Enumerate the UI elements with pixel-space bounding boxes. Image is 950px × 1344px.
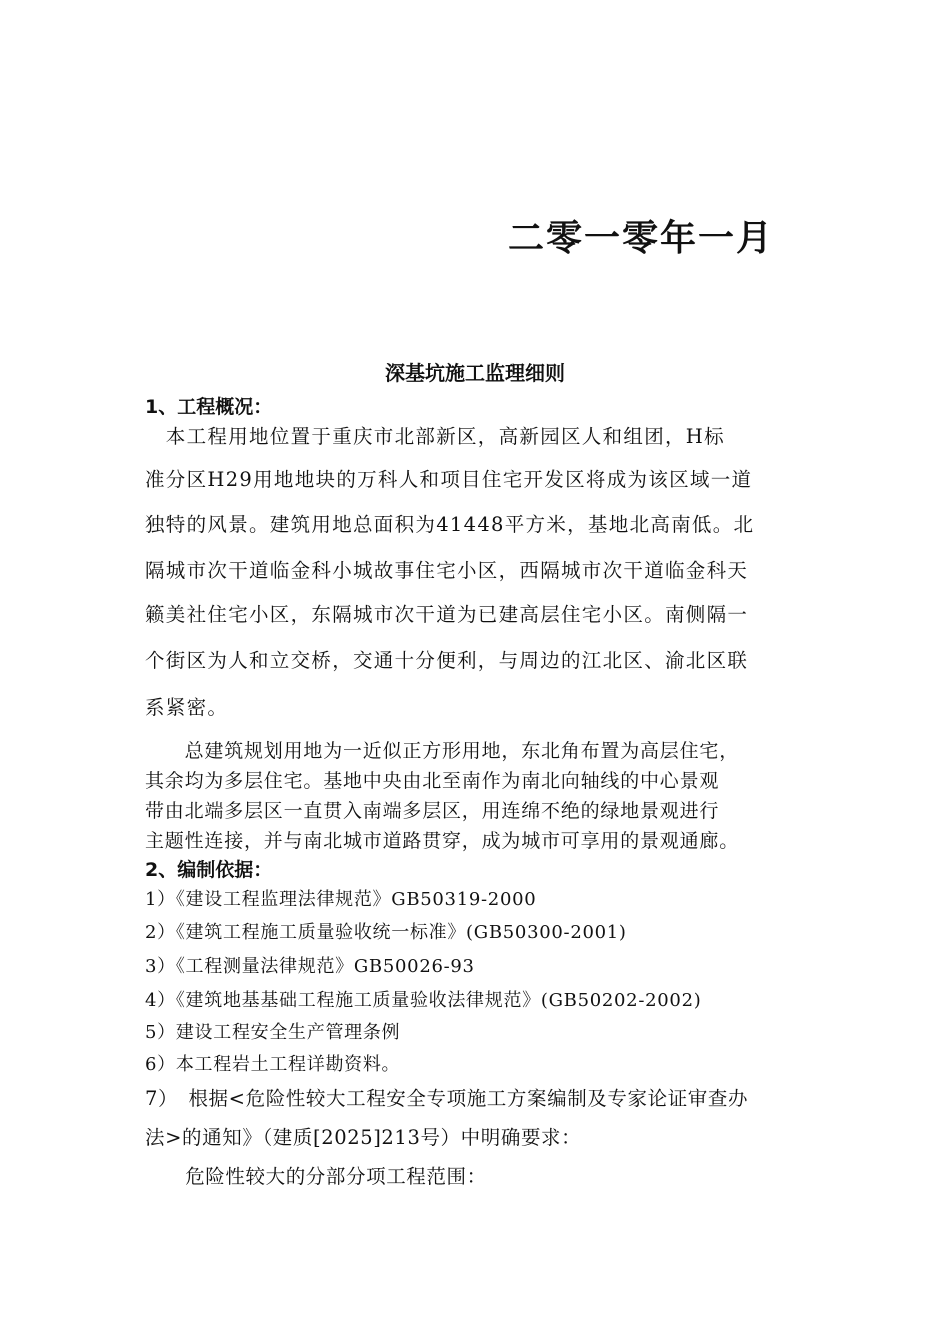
document-title: 深基坑施工监理细则 <box>385 361 565 385</box>
paragraph-line: 隔城市次干道临金科小城故事住宅小区，西隔城市次干道临金科天 <box>145 559 749 582</box>
scope-line: 危险性较大的分部分项工程范围： <box>145 1165 487 1188</box>
list-item: 5）建设工程安全生产管理条例 <box>145 1022 401 1043</box>
paragraph-line: 独特的风景。建筑用地总面积为41448平方米，基地北高南低。北 <box>145 513 755 536</box>
list-item: 7） 根据<危险性较大工程安全专项施工方案编制及专家论证审查办 <box>145 1087 749 1110</box>
list-item: 2）《建筑工程施工质量验收统一标准》(GB50300-2001) <box>145 922 627 943</box>
paragraph-line: 籁美社住宅小区，东隔城市次干道为已建高层住宅小区。南侧隔一 <box>145 603 749 626</box>
list-item: 4）《建筑地基基础工程施工质量验收法律规范》(GB50202-2002) <box>145 990 702 1011</box>
paragraph-line: 本工程用地位置于重庆市北部新区，高新园区人和组团，H标 <box>145 425 725 448</box>
list-item: 法>的通知》（建质[2025]213号）中明确要求： <box>145 1126 582 1149</box>
cover-date: 二零一零年一月 <box>508 218 775 259</box>
list-item: 1）《建设工程监理法律规范》GB50319-2000 <box>145 889 537 910</box>
paragraph-line: 准分区H29用地地块的万科人和项目住宅开发区将成为该区域一道 <box>145 468 753 491</box>
paragraph-line: 系紧密。 <box>145 696 229 719</box>
paragraph-line: 个街区为人和立交桥，交通十分便利，与周边的江北区、渝北区联 <box>145 649 749 672</box>
paragraph-line: 主题性连接，并与南北城市道路贯穿，成为城市可享用的景观通廊。 <box>145 830 740 852</box>
list-item: 3）《工程测量法律规范》GB50026-93 <box>145 956 475 977</box>
section-2-heading: 2、编制依据： <box>145 859 273 881</box>
paragraph-line: 总建筑规划用地为一近似正方形用地，东北角布置为高层住宅， <box>145 740 740 762</box>
list-item: 6）本工程岩土工程详勘资料。 <box>145 1054 401 1075</box>
paragraph-line: 带由北端多层区一直贯入南端多层区，用连绵不绝的绿地景观进行 <box>145 800 720 822</box>
paragraph-line: 其余均为多层住宅。基地中央由北至南作为南北向轴线的中心景观 <box>145 770 720 792</box>
section-1-heading: 1、工程概况： <box>145 396 273 418</box>
